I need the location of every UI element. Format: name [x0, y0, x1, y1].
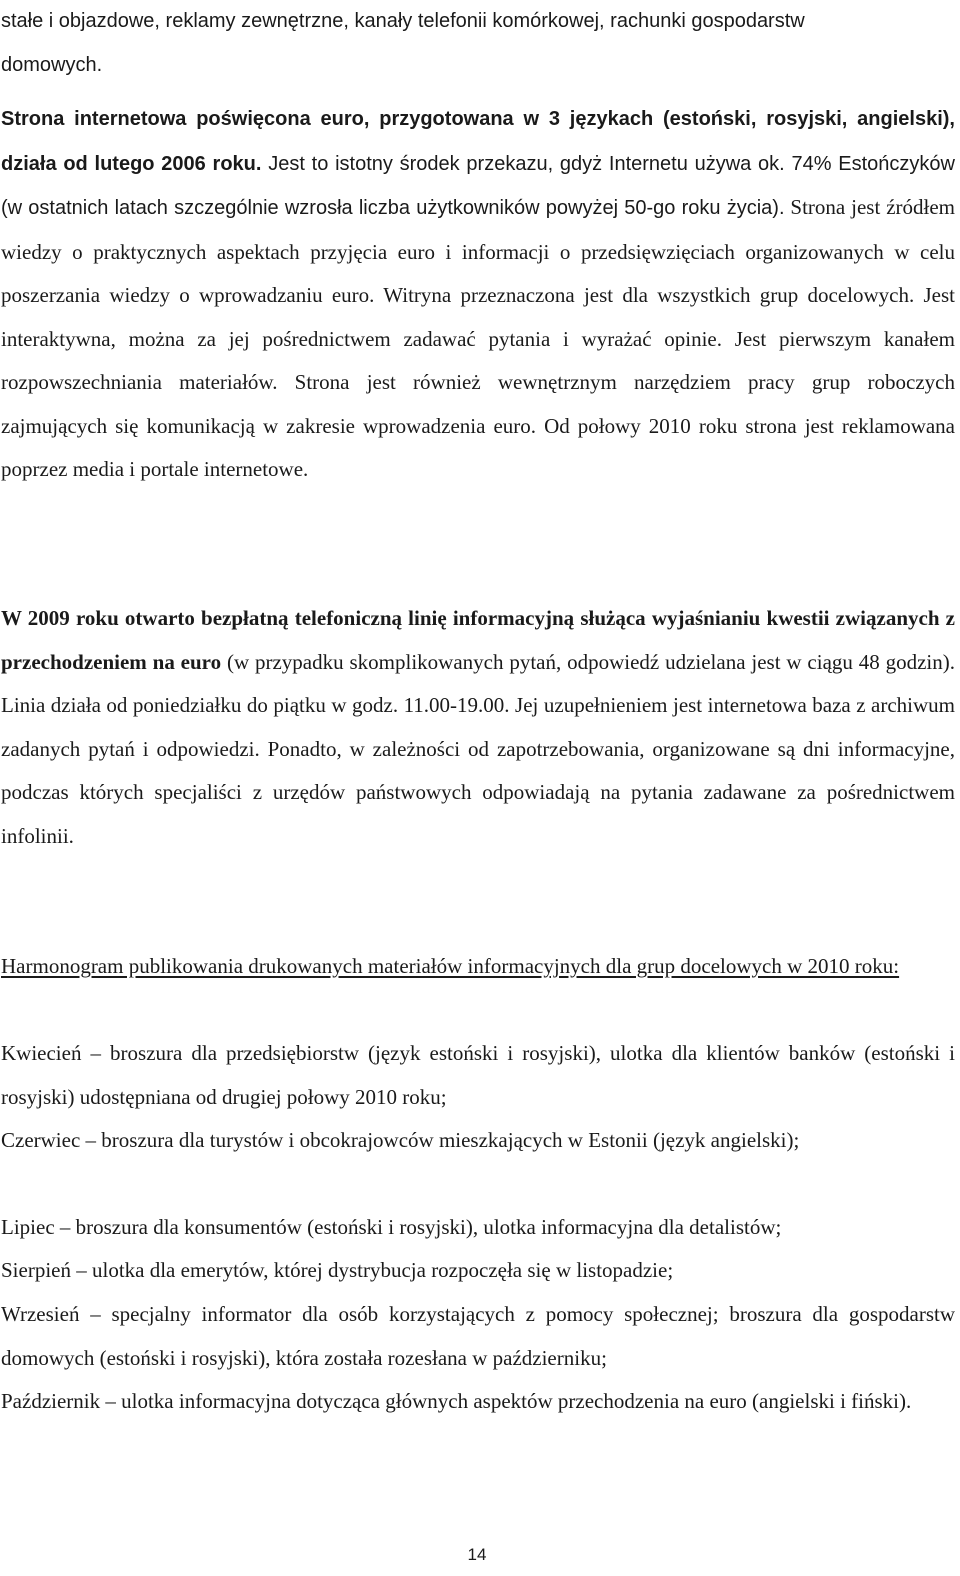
paragraph-hotline: [1, 597, 955, 858]
body-text: (w przypadku skomplikowanych pytań, odpowiedź udzielana jest w ciągu 48 godzin). Linia działa od poniedziałku do piątku w godz. 11.00-19.00. Jej uzupełnieniem jest internetowa baza z archiwum zadanych pytań i odpowiedzi. Ponadto, w zależności od zapotrzebowania, organizowane są dni informacyjne, podczas których specjaliści z urzędów państwowych odpowiadają na pytania zadawane za pośrednictwem infolinii.: [1, 649, 955, 848]
sans-text: Jest to istotny środek przekazu, gdyż Internetu używa ok. 74% Estończyków (w ostatnich latach szczególnie wzrosła liczba użytkowników powyżej 50-go roku życia).: [1, 152, 955, 219]
schedule-item-text: Październik – ulotka informacyjna dotycząca głównych aspektów przechodzenia na euro (angielski i fiński).: [1, 1389, 912, 1413]
schedule-item-text: Sierpień – ulotka dla emerytów, której dystrybucja rozpoczęła się w listopadzie;: [1, 1258, 674, 1282]
paragraph-website: [1, 97, 955, 492]
paragraph-line: stałe i objazdowe, reklamy zewnętrzne, kanały telefonii komórkowej, rachunki gospodarstw: [1, 10, 805, 32]
page-number: 14: [467, 1545, 487, 1564]
schedule-item: [1, 1119, 955, 1163]
schedule-item: [1, 1380, 955, 1424]
schedule-item-text: Wrzesień – specjalny informator dla osób korzystających z pomocy społecznej; broszura dla gospodarstw domowych (estoński i rosyjski), która została rozesłana w październiku;: [1, 1302, 955, 1370]
schedule-item-text: Kwiecień – broszura dla przedsiębiorstw (język estoński i rosyjski), ulotka dla klientów banków (estoński i rosyjski) udostępniana od drugiej połowy 2010 roku;: [1, 1041, 955, 1109]
bold-lead-text: W 2009 roku otwarto bezpłatną telefoniczną linię informacyjną służąca wyjaśnianiu kwestii związanych z przechodzeniem na euro: [1, 606, 955, 674]
schedule-heading: [1, 945, 955, 989]
schedule-item: [1, 1293, 955, 1380]
schedule-heading-text: Harmonogram publikowania drukowanych materiałów informacyjnych dla grup docelowych w 2010 roku:: [1, 954, 900, 978]
schedule-item: [1, 1032, 955, 1119]
schedule-item-text: Czerwiec – broszura dla turystów i obcokrajowców mieszkających w Estonii (język angielski);: [1, 1128, 800, 1152]
schedule-item-text: Lipiec – broszura dla konsumentów (estoński i rosyjski), ulotka informacyjna dla detalistów;: [1, 1215, 782, 1239]
body-text: Strona jest źródłem wiedzy o praktycznych aspektach przyjęcia euro i informacji o przedsięwzięciach organizowanych w celu poszerzania wiedzy o wprowadzaniu euro. Witryna przeznaczona jest dla wszystkich grup docelowych. Jest interaktywna, można za jej pośrednictwem zadawać pytania i wyrażać opinie. Jest pierwszym kanałem rozpowszechniania materiałów. Strona jest również wewnętrznym narzędziem pracy grup roboczych zajmujących się komunikacją w zakresie wprowadzenia euro. Od połowy 2010 roku strona jest reklamowana poprzez media i portale internetowe.: [1, 195, 955, 481]
paragraph-continued: [1, 0, 955, 87]
paragraph-line: domowych.: [1, 53, 103, 76]
bold-lead-text: Strona internetowa poświęcona euro, przygotowana w 3 językach (estoński, rosyjski, angielski), działa od lutego 2006 roku.: [1, 108, 955, 175]
schedule-item: [1, 1249, 955, 1293]
schedule-item: [1, 1206, 955, 1250]
